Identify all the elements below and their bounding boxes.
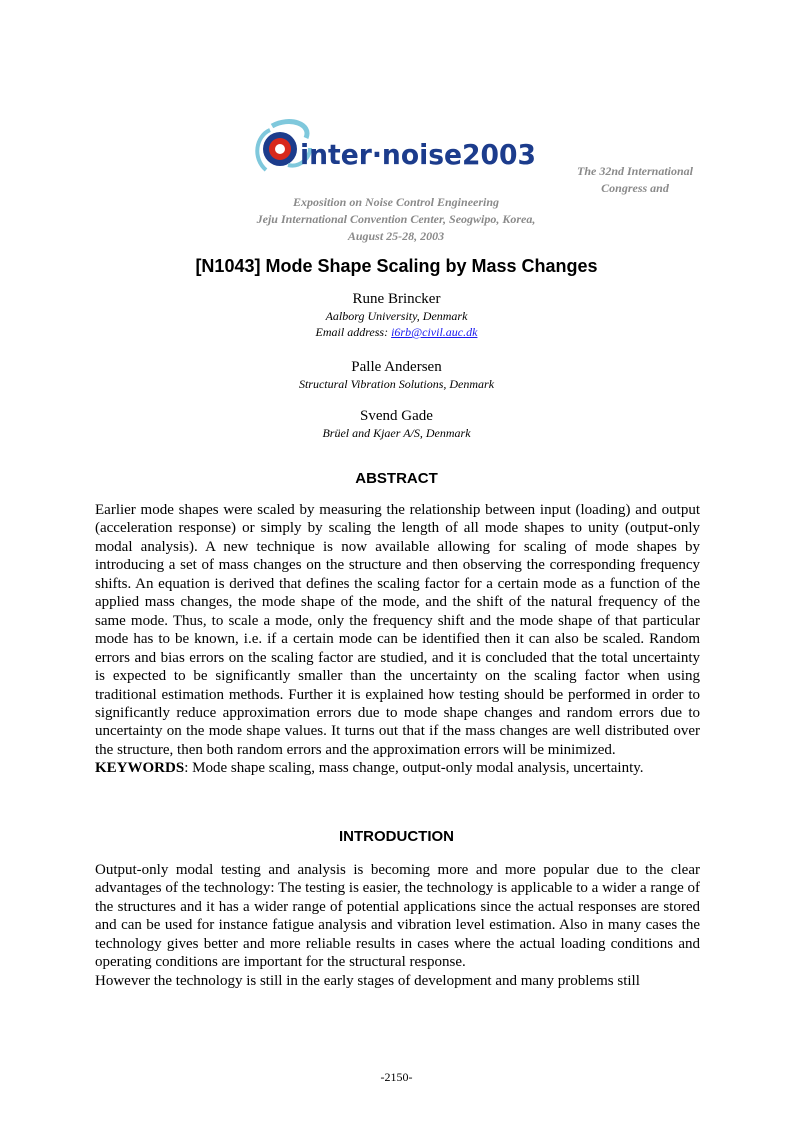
author-affiliation: Aalborg University, Denmark [325, 309, 468, 323]
introduction-paragraph-2: However the technology is still in the early stages of development and many problems still [95, 972, 640, 989]
author-name: Svend Gade [360, 408, 433, 424]
introduction-heading: INTRODUCTION [339, 828, 454, 845]
author-block-3 [0, 407, 793, 441]
keywords-line [95, 759, 700, 777]
author-block-2 [0, 358, 793, 392]
logo-text: inter·noise2003 [300, 138, 536, 171]
conference-logo [254, 118, 544, 180]
author-name: Rune Brincker [352, 291, 441, 307]
congress-info [560, 163, 710, 197]
paper-title: [N1043] Mode Shape Scaling by Mass Changes [195, 256, 598, 276]
email-link[interactable]: i6rb@civil.auc.dk [391, 325, 478, 339]
exposition-info [200, 194, 592, 245]
author-email-line [0, 324, 793, 340]
exposition-line-1: Exposition on Noise Control Engineering [292, 195, 500, 209]
keywords-text: : Mode shape scaling, mass change, output-only modal analysis, uncertainty. [184, 760, 644, 777]
keywords-label: KEYWORDS [95, 760, 185, 777]
abstract-heading: ABSTRACT [355, 470, 438, 487]
email-label: Email address: [315, 325, 392, 339]
page-number: -2150- [380, 1070, 413, 1084]
author-name: Palle Andersen [351, 359, 442, 375]
congress-line-1: The 32nd International [576, 164, 694, 178]
conference-logo-emblem-icon [254, 118, 544, 180]
exposition-line-3: August 25-28, 2003 [347, 229, 445, 243]
abstract-body [95, 501, 700, 778]
introduction-body [95, 861, 700, 990]
author-affiliation: Structural Vibration Solutions, Denmark [298, 377, 495, 391]
exposition-line-2: Jeju International Convention Center, Seogwipo, Korea, [256, 212, 536, 226]
author-affiliation: Brüel and Kjaer A/S, Denmark [322, 426, 471, 440]
abstract-text: Earlier mode shapes were scaled by measuring the relationship between input (loading) and output (acceleration response) or simply by scaling the length of all mode shapes to unity (output-only modal analysis). A new technique is now available allowing for scaling of mode shapes by introducing a set of mass changes on the structure and then observing the corresponding frequency shifts. An equation is derived that defines the scaling factor for a certain mode as a function of the applied mass changes, the mode shape of the mode, and the shift of the natural frequency of the same mode. Thus, to scale a mode, only the frequency shift and the mode shape of that particular mode has to be known, i.e. if a certain mode can be identified then it can also be scaled. Random errors and bias errors on the scaling factor are studied, and it is concluded that the total uncertainty is expected to be significantly smaller than the uncertainty on the scaling factor when using traditional estimation methods. Further it is explained how testing should be performed in order to significantly reduce approximation errors due to mode shape changes and random errors due to uncertainty on the mode shape values. It turns out that if the mass changes are well distributed over the structure, then both random errors and the approximation errors will be minimized. [95, 502, 700, 758]
author-block-1 [0, 290, 793, 340]
introduction-paragraph-1: Output-only modal testing and analysis is becoming more and more popular due to the clear advantages of the technology: The testing is easier, the technology is applicable to a wider a range of the structures and it has a wider range of potential applications since the actual responses are stored and can be used for instance fatigue analysis and vibration level estimation. Also in many cases the technology gives better and more reliable results in cases where the actual loading conditions and operating conditions are important for the structural response. [95, 862, 700, 971]
congress-line-2: Congress and [601, 181, 669, 195]
